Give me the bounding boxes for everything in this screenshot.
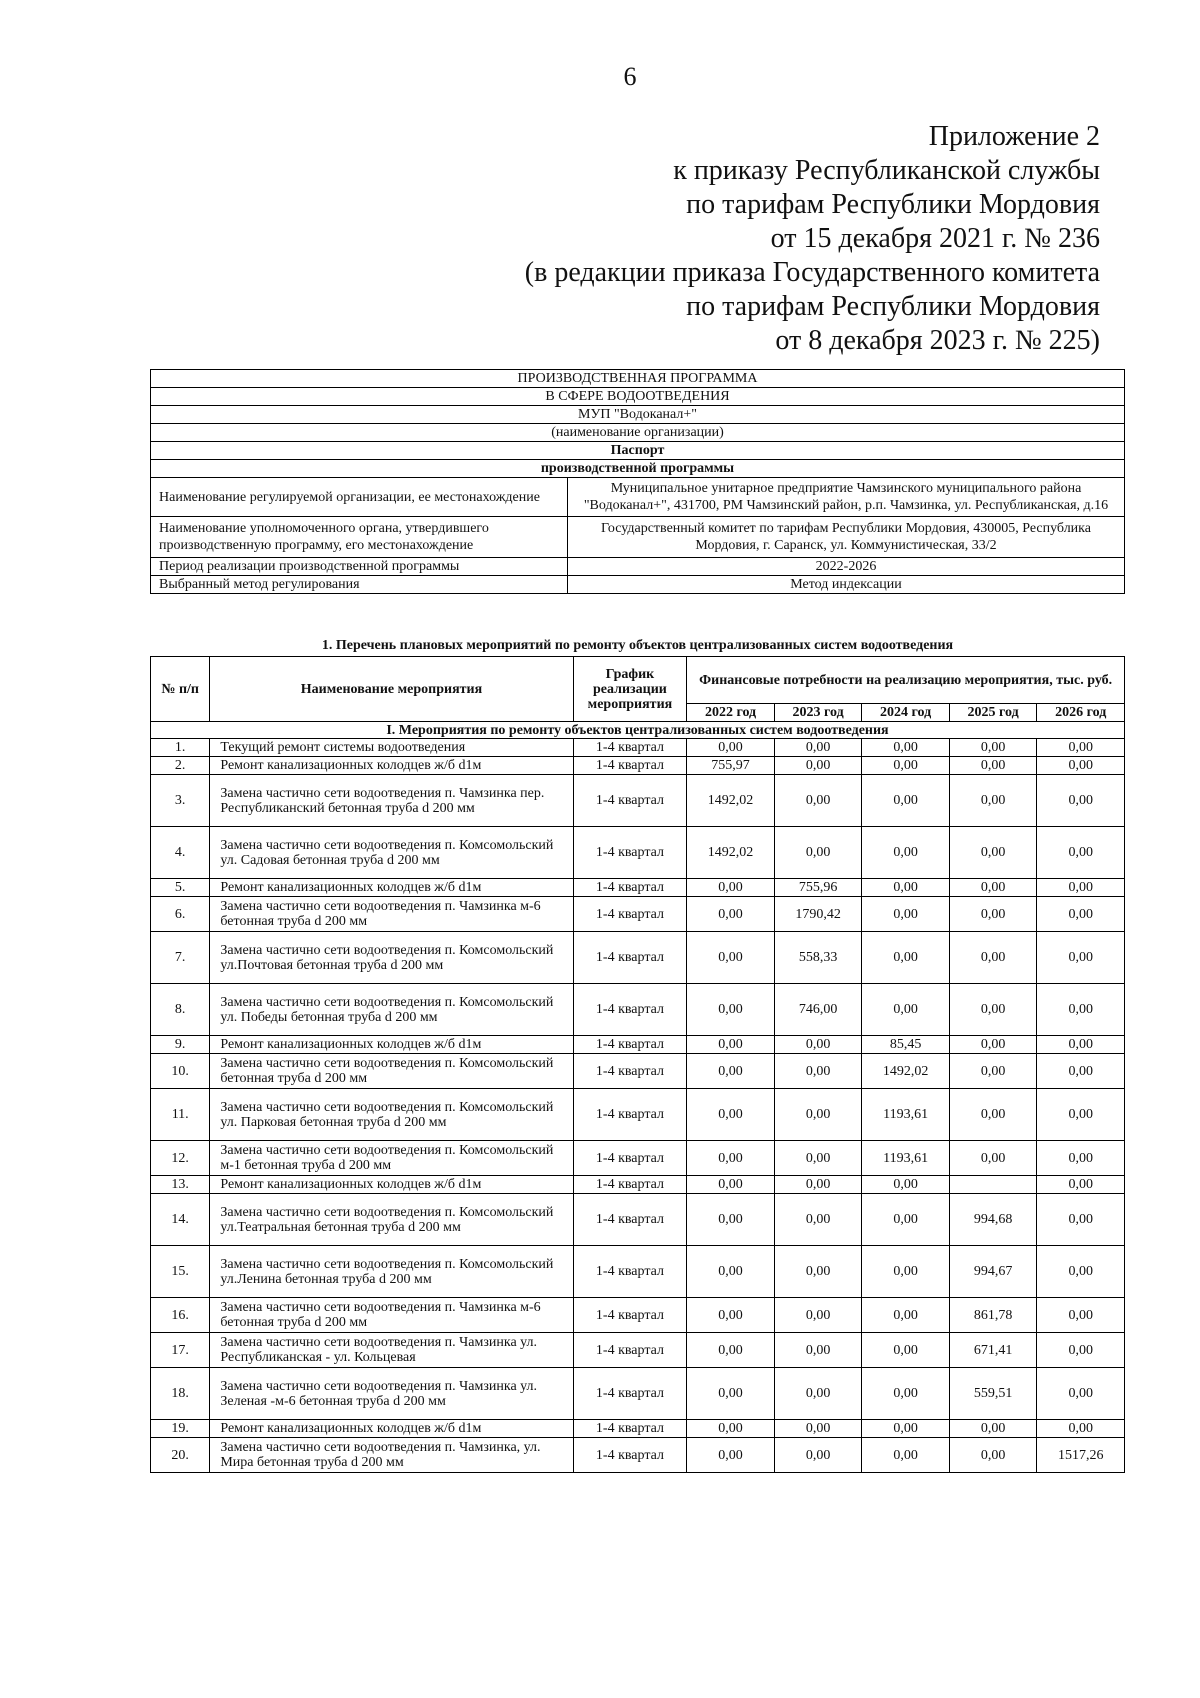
table-row	[151, 879, 1125, 897]
header-finance: Финансовые потребности на реализацию мероприятия, тыс. руб.	[687, 657, 1125, 704]
row-name: Замена частично сети водоотведения п. Комсомольский ул.Театральная бетонная труба d 200 мм	[210, 1194, 573, 1246]
row-value: 0,00	[687, 1194, 775, 1246]
row-value: 0,00	[687, 932, 775, 984]
passport-label: Период реализации производственной программы	[151, 558, 568, 576]
row-schedule: 1-4 квартал	[573, 897, 687, 932]
passport-value: 2022-2026	[568, 558, 1125, 576]
table-row	[151, 775, 1125, 827]
row-value: 0,00	[949, 879, 1037, 897]
row-value: 0,00	[949, 1141, 1037, 1176]
row-number: 3.	[151, 775, 210, 827]
row-value: 0,00	[1037, 757, 1125, 775]
row-value: 0,00	[687, 739, 775, 757]
row-number: 9.	[151, 1036, 210, 1054]
table-row	[151, 1141, 1125, 1176]
row-value	[949, 1176, 1037, 1194]
row-value: 671,41	[949, 1333, 1037, 1368]
row-value: 0,00	[862, 879, 950, 897]
row-value: 0,00	[949, 932, 1037, 984]
table-row	[151, 1368, 1125, 1420]
row-value: 0,00	[1037, 775, 1125, 827]
row-schedule: 1-4 квартал	[573, 1298, 687, 1333]
row-value: 0,00	[1037, 1054, 1125, 1089]
row-name: Ремонт канализационных колодцев ж/б d1м	[210, 879, 573, 897]
header-year: 2022 год	[687, 704, 775, 722]
row-schedule: 1-4 квартал	[573, 1176, 687, 1194]
table-row	[151, 827, 1125, 879]
row-value: 1193,61	[862, 1141, 950, 1176]
row-number: 4.	[151, 827, 210, 879]
table-row	[151, 739, 1125, 757]
row-value: 0,00	[687, 1141, 775, 1176]
row-name: Замена частично сети водоотведения п. Чамзинка ул. Зеленая -м-6 бетонная труба d 200 мм	[210, 1368, 573, 1420]
header-year: 2023 год	[774, 704, 862, 722]
row-value: 0,00	[1037, 1194, 1125, 1246]
row-value: 0,00	[949, 1036, 1037, 1054]
table-row	[151, 984, 1125, 1036]
row-value: 0,00	[774, 1036, 862, 1054]
passport-table	[150, 369, 1125, 594]
row-schedule: 1-4 квартал	[573, 1141, 687, 1176]
row-value: 0,00	[949, 739, 1037, 757]
row-value: 0,00	[687, 1036, 775, 1054]
row-value: 0,00	[687, 1298, 775, 1333]
row-number: 2.	[151, 757, 210, 775]
row-name: Замена частично сети водоотведения п. Комсомольский ул. Садовая бетонная труба d 200 мм	[210, 827, 573, 879]
row-value: 0,00	[949, 757, 1037, 775]
row-value: 559,51	[949, 1368, 1037, 1420]
row-value: 0,00	[949, 1054, 1037, 1089]
header-year: 2025 год	[949, 704, 1037, 722]
row-number: 16.	[151, 1298, 210, 1333]
row-number: 5.	[151, 879, 210, 897]
row-value: 755,97	[687, 757, 775, 775]
row-name: Замена частично сети водоотведения п. Чамзинка м-6 бетонная труба d 200 мм	[210, 897, 573, 932]
passport-subheading: производственной программы	[151, 460, 1125, 478]
row-value: 1790,42	[774, 897, 862, 932]
row-name: Замена частично сети водоотведения п. Комсомольский ул. Победы бетонная труба d 200 мм	[210, 984, 573, 1036]
row-number: 11.	[151, 1089, 210, 1141]
passport-value: Муниципальное унитарное предприятие Чамзинского муниципального района "Водоканал+", 431700, РМ Чамзинский район, р.п. Чамзинка, ул. Республиканская, д.16	[568, 478, 1125, 517]
row-value: 0,00	[862, 1176, 950, 1194]
row-value: 85,45	[862, 1036, 950, 1054]
row-number: 18.	[151, 1368, 210, 1420]
row-number: 10.	[151, 1054, 210, 1089]
table-row	[151, 1176, 1125, 1194]
row-value: 0,00	[774, 1089, 862, 1141]
row-value: 0,00	[687, 879, 775, 897]
row-value: 0,00	[1037, 1089, 1125, 1141]
row-value: 0,00	[862, 1420, 950, 1438]
row-value: 1492,02	[687, 775, 775, 827]
row-schedule: 1-4 квартал	[573, 984, 687, 1036]
row-value: 0,00	[862, 1194, 950, 1246]
program-title: ПРОИЗВОДСТВЕННАЯ ПРОГРАММА	[151, 370, 1125, 388]
table-row	[151, 1298, 1125, 1333]
row-name: Замена частично сети водоотведения п. Комсомольский м-1 бетонная труба d 200 мм	[210, 1141, 573, 1176]
table-row	[151, 1333, 1125, 1368]
row-value: 0,00	[1037, 932, 1125, 984]
row-value: 558,33	[774, 932, 862, 984]
passport-label: Наименование уполномоченного органа, утвердившего производственную программу, его местонахождение	[151, 517, 568, 558]
row-number: 14.	[151, 1194, 210, 1246]
row-value: 0,00	[862, 757, 950, 775]
row-value: 0,00	[1037, 1333, 1125, 1368]
row-schedule: 1-4 квартал	[573, 827, 687, 879]
row-value: 0,00	[1037, 739, 1125, 757]
row-value: 0,00	[949, 1089, 1037, 1141]
header-name: Наименование мероприятия	[210, 657, 573, 722]
row-value: 0,00	[949, 1420, 1037, 1438]
row-value: 994,68	[949, 1194, 1037, 1246]
table-row	[151, 1194, 1125, 1246]
header-num: № п/п	[151, 657, 210, 722]
row-value: 0,00	[1037, 827, 1125, 879]
row-value: 0,00	[862, 1333, 950, 1368]
row-schedule: 1-4 квартал	[573, 1246, 687, 1298]
events-table	[150, 656, 1125, 1473]
row-value: 0,00	[774, 1176, 862, 1194]
header-year: 2026 год	[1037, 704, 1125, 722]
row-value: 0,00	[862, 1298, 950, 1333]
row-value: 0,00	[862, 984, 950, 1036]
appendix-line: от 8 декабря 2023 г. № 225)	[775, 325, 1100, 356]
appendix-line: Приложение 2	[928, 121, 1100, 152]
table-row	[151, 757, 1125, 775]
row-value: 0,00	[1037, 1298, 1125, 1333]
passport-value: Метод индексации	[568, 576, 1125, 594]
row-value: 0,00	[687, 1089, 775, 1141]
row-value: 0,00	[774, 1438, 862, 1473]
row-number: 20.	[151, 1438, 210, 1473]
row-number: 15.	[151, 1246, 210, 1298]
row-number: 13.	[151, 1176, 210, 1194]
row-value: 0,00	[774, 775, 862, 827]
row-value: 0,00	[774, 1420, 862, 1438]
row-name: Замена частично сети водоотведения п. Чамзинка м-6 бетонная труба d 200 мм	[210, 1298, 573, 1333]
row-number: 7.	[151, 932, 210, 984]
row-value: 0,00	[687, 984, 775, 1036]
row-schedule: 1-4 квартал	[573, 879, 687, 897]
row-value: 0,00	[1037, 1141, 1125, 1176]
row-number: 1.	[151, 739, 210, 757]
row-value: 0,00	[687, 897, 775, 932]
row-name: Ремонт канализационных колодцев ж/б d1м	[210, 757, 573, 775]
table-row	[151, 1246, 1125, 1298]
row-name: Замена частично сети водоотведения п. Чамзинка, ул. Мира бетонная труба d 200 мм	[210, 1438, 573, 1473]
row-name: Замена частично сети водоотведения п. Комсомольский бетонная труба d 200 мм	[210, 1054, 573, 1089]
row-value: 0,00	[774, 1246, 862, 1298]
program-subtitle: В СФЕРЕ ВОДООТВЕДЕНИЯ	[151, 388, 1125, 406]
table-row	[151, 1438, 1125, 1473]
header-schedule: График реализации мероприятия	[573, 657, 687, 722]
row-value: 994,67	[949, 1246, 1037, 1298]
appendix-line: по тарифам Республики Мордовия	[686, 291, 1100, 322]
row-value: 861,78	[949, 1298, 1037, 1333]
row-number: 12.	[151, 1141, 210, 1176]
row-value: 0,00	[862, 932, 950, 984]
row-value: 0,00	[774, 739, 862, 757]
table-row	[151, 897, 1125, 932]
row-value: 0,00	[774, 1298, 862, 1333]
row-value: 746,00	[774, 984, 862, 1036]
table-row	[151, 1089, 1125, 1141]
row-value: 0,00	[862, 1368, 950, 1420]
page-number: 6	[623, 62, 637, 91]
table-row	[151, 932, 1125, 984]
row-value: 0,00	[774, 1141, 862, 1176]
row-schedule: 1-4 квартал	[573, 1089, 687, 1141]
row-number: 8.	[151, 984, 210, 1036]
row-schedule: 1-4 квартал	[573, 775, 687, 827]
row-value: 0,00	[862, 1438, 950, 1473]
row-value: 0,00	[774, 1368, 862, 1420]
row-schedule: 1-4 квартал	[573, 1368, 687, 1420]
row-name: Замена частично сети водоотведения п. Комсомольский ул.Ленина бетонная труба d 200 мм	[210, 1246, 573, 1298]
row-value: 1517,26	[1037, 1438, 1125, 1473]
events-body	[151, 722, 1125, 1473]
appendix-header	[525, 120, 1100, 358]
row-value: 0,00	[687, 1176, 775, 1194]
section-title: 1. Перечень плановых мероприятий по ремонту объектов централизованных систем водоотведения	[321, 638, 954, 653]
row-value: 0,00	[687, 1438, 775, 1473]
row-value: 0,00	[687, 1420, 775, 1438]
passport-heading: Паспорт	[151, 442, 1125, 460]
passport-label: Выбранный метод регулирования	[151, 576, 568, 594]
row-value: 0,00	[687, 1246, 775, 1298]
row-value: 0,00	[687, 1333, 775, 1368]
row-number: 6.	[151, 897, 210, 932]
row-name: Ремонт канализационных колодцев ж/б d1м	[210, 1420, 573, 1438]
group-title: I. Мероприятия по ремонту объектов централизованных систем водоотведения	[151, 722, 1125, 739]
appendix-line: по тарифам Республики Мордовия	[686, 189, 1100, 220]
row-name: Ремонт канализационных колодцев ж/б d1м	[210, 1176, 573, 1194]
row-schedule: 1-4 квартал	[573, 757, 687, 775]
row-value: 0,00	[774, 1194, 862, 1246]
organization-name: МУП "Водоканал+"	[151, 406, 1125, 424]
row-name: Замена частично сети водоотведения п. Чамзинка пер. Республиканский бетонная труба d 200 мм	[210, 775, 573, 827]
row-schedule: 1-4 квартал	[573, 1333, 687, 1368]
passport-value: Государственный комитет по тарифам Республики Мордовия, 430005, Республика Мордовия, г. Саранск, ул. Коммунистическая, 33/2	[568, 517, 1125, 558]
appendix-line: к приказу Республиканской службы	[673, 155, 1100, 186]
header-year: 2024 год	[862, 704, 950, 722]
row-value: 0,00	[862, 739, 950, 757]
row-name: Замена частично сети водоотведения п. Комсомольский ул.Почтовая бетонная труба d 200 мм	[210, 932, 573, 984]
row-schedule: 1-4 квартал	[573, 932, 687, 984]
row-value: 755,96	[774, 879, 862, 897]
row-schedule: 1-4 квартал	[573, 1194, 687, 1246]
row-value: 0,00	[1037, 984, 1125, 1036]
appendix-line: (в редакции приказа Государственного комитета	[524, 257, 1100, 288]
row-name: Замена частично сети водоотведения п. Чамзинка ул. Республиканская - ул. Кольцевая	[210, 1333, 573, 1368]
row-value: 0,00	[1037, 897, 1125, 932]
row-value: 1193,61	[862, 1089, 950, 1141]
row-value: 0,00	[862, 827, 950, 879]
row-value: 0,00	[687, 1368, 775, 1420]
row-value: 0,00	[774, 757, 862, 775]
table-row	[151, 1054, 1125, 1089]
row-value: 0,00	[862, 897, 950, 932]
row-value: 0,00	[687, 1054, 775, 1089]
row-value: 0,00	[1037, 879, 1125, 897]
row-value: 0,00	[949, 1438, 1037, 1473]
row-schedule: 1-4 квартал	[573, 1036, 687, 1054]
organization-caption: (наименование организации)	[151, 424, 1125, 442]
row-value: 0,00	[949, 827, 1037, 879]
row-name: Ремонт канализационных колодцев ж/б d1м	[210, 1036, 573, 1054]
row-value: 0,00	[1037, 1176, 1125, 1194]
row-value: 0,00	[774, 1054, 862, 1089]
row-value: 0,00	[862, 1246, 950, 1298]
row-value: 1492,02	[687, 827, 775, 879]
appendix-line: от 15 декабря 2021 г. № 236	[770, 223, 1100, 254]
row-number: 19.	[151, 1420, 210, 1438]
row-name: Замена частично сети водоотведения п. Комсомольский ул. Парковая бетонная труба d 200 мм	[210, 1089, 573, 1141]
row-value: 0,00	[1037, 1420, 1125, 1438]
row-value: 0,00	[862, 775, 950, 827]
table-row	[151, 1036, 1125, 1054]
row-schedule: 1-4 квартал	[573, 1438, 687, 1473]
row-value: 0,00	[949, 984, 1037, 1036]
table-row	[151, 1420, 1125, 1438]
row-value: 0,00	[774, 827, 862, 879]
row-value: 0,00	[774, 1333, 862, 1368]
row-value: 0,00	[1037, 1036, 1125, 1054]
row-value: 0,00	[949, 775, 1037, 827]
row-schedule: 1-4 квартал	[573, 1420, 687, 1438]
row-number: 17.	[151, 1333, 210, 1368]
row-name: Текущий ремонт системы водоотведения	[210, 739, 573, 757]
row-schedule: 1-4 квартал	[573, 739, 687, 757]
row-value: 0,00	[1037, 1368, 1125, 1420]
row-value: 1492,02	[862, 1054, 950, 1089]
row-schedule: 1-4 квартал	[573, 1054, 687, 1089]
row-value: 0,00	[949, 897, 1037, 932]
row-value: 0,00	[1037, 1246, 1125, 1298]
passport-label: Наименование регулируемой организации, ее местонахождение	[151, 478, 568, 517]
